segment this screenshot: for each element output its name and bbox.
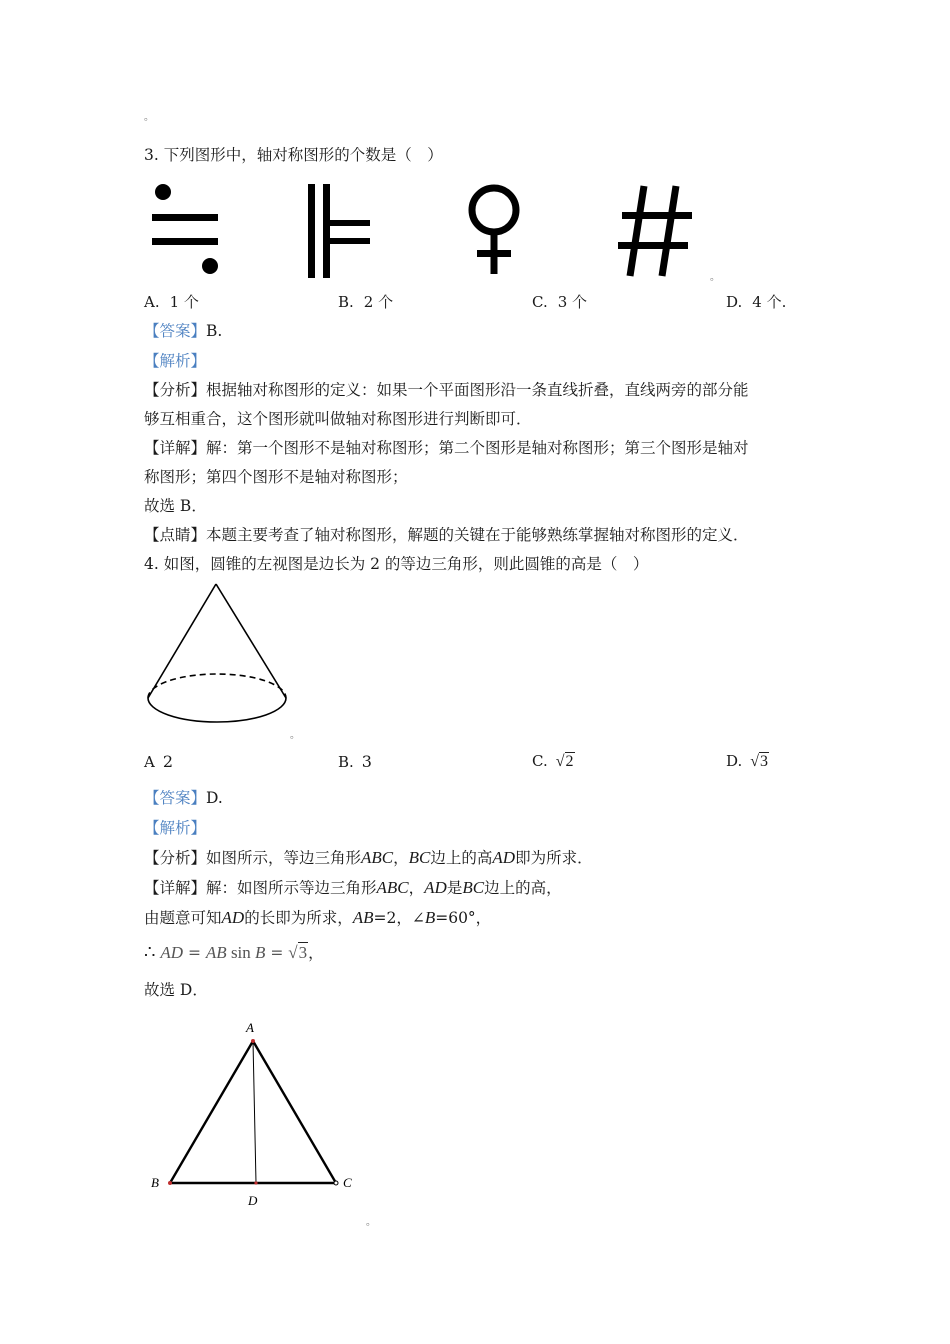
label-b: B <box>151 1175 159 1190</box>
q4-stem: 4. 如图，圆锥的左视图是边长为 2 的等边三角形，则此圆锥的高是（ ） <box>144 555 649 573</box>
q4-detail: 【详解】解：如图所示等边三角形ABC，AD是BC边上的高， <box>144 878 562 897</box>
q4-option-a: A 2 <box>144 752 174 771</box>
q3-detail-line-1: 【详解】解：第一个图形不是轴对称图形；第二个图形是轴对称图形；第三个图形是轴对 <box>144 439 749 457</box>
q3-analysis-line-2: 够互相重合，这个图形就叫做轴对称图形进行判断即可． <box>144 410 532 428</box>
point-b <box>168 1181 172 1185</box>
venus-symbol-icon <box>472 188 516 274</box>
q4-option-c: C. √2 <box>532 752 574 770</box>
label-a: A <box>246 1020 254 1035</box>
point-c <box>334 1181 338 1185</box>
q3-option-b: B. 2 个 <box>338 293 394 311</box>
q3-comment: 【点睛】本题主要考查了轴对称图形，解题的关键在于能够熟练掌握轴对称图形的定义． <box>144 526 749 544</box>
q4-option-b: B. 3 <box>338 752 372 771</box>
q4-analysis: 【分析】如图所示，等边三角形ABC，BC边上的高AD即为所求． <box>144 848 593 867</box>
cone-figure <box>140 580 300 740</box>
q3-analysis-tag: 【解析】 <box>144 352 207 370</box>
q4-formula: ∴ AD = AB sin B = √3， <box>144 942 324 963</box>
point-d <box>254 1181 257 1184</box>
stray-mark: 。 <box>710 272 720 283</box>
q4-analysis-tag: 【解析】 <box>144 819 207 837</box>
q4-known: 由题意可知AD的长即为所求，AB=2，∠B=60°， <box>144 908 492 927</box>
q3-detail-line-2: 称图形；第四个图形不是轴对称图形； <box>144 468 408 486</box>
division-sign-icon <box>152 184 218 274</box>
q3-analysis-line-1: 【分析】根据轴对称图形的定义：如果一个平面图形沿一条直线折叠，直线两旁的部分能 <box>144 381 749 399</box>
label-c: C <box>343 1175 352 1190</box>
q3-option-a: A. 1 个 <box>144 293 199 311</box>
point-a <box>251 1039 255 1043</box>
q3-figures <box>144 180 704 280</box>
q4-option-d: D. √3 <box>726 752 769 770</box>
double-bar-icon <box>308 184 370 278</box>
label-d: D <box>248 1193 258 1208</box>
q3-option-d: D. 4 个. <box>726 293 787 311</box>
q3-choose: 故选 B． <box>144 497 207 515</box>
q4-answer: 【答案】D. <box>144 789 223 807</box>
q3-option-c: C. 3 个 <box>532 293 588 311</box>
side-ab <box>170 1041 253 1183</box>
q3-answer: 【答案】B. <box>144 322 223 340</box>
triangle-figure <box>140 1015 380 1215</box>
side-ac <box>253 1041 336 1183</box>
q3-stem: 3. 下列图形中，轴对称图形的个数是（ ） <box>144 146 443 164</box>
stray-mark: 。 <box>290 730 300 741</box>
stray-mark: 。 <box>144 112 154 123</box>
altitude-ad <box>253 1041 256 1183</box>
q4-choose: 故选 D． <box>144 981 208 999</box>
hash-symbol-icon <box>618 186 692 276</box>
stray-mark: 。 <box>366 1217 376 1228</box>
